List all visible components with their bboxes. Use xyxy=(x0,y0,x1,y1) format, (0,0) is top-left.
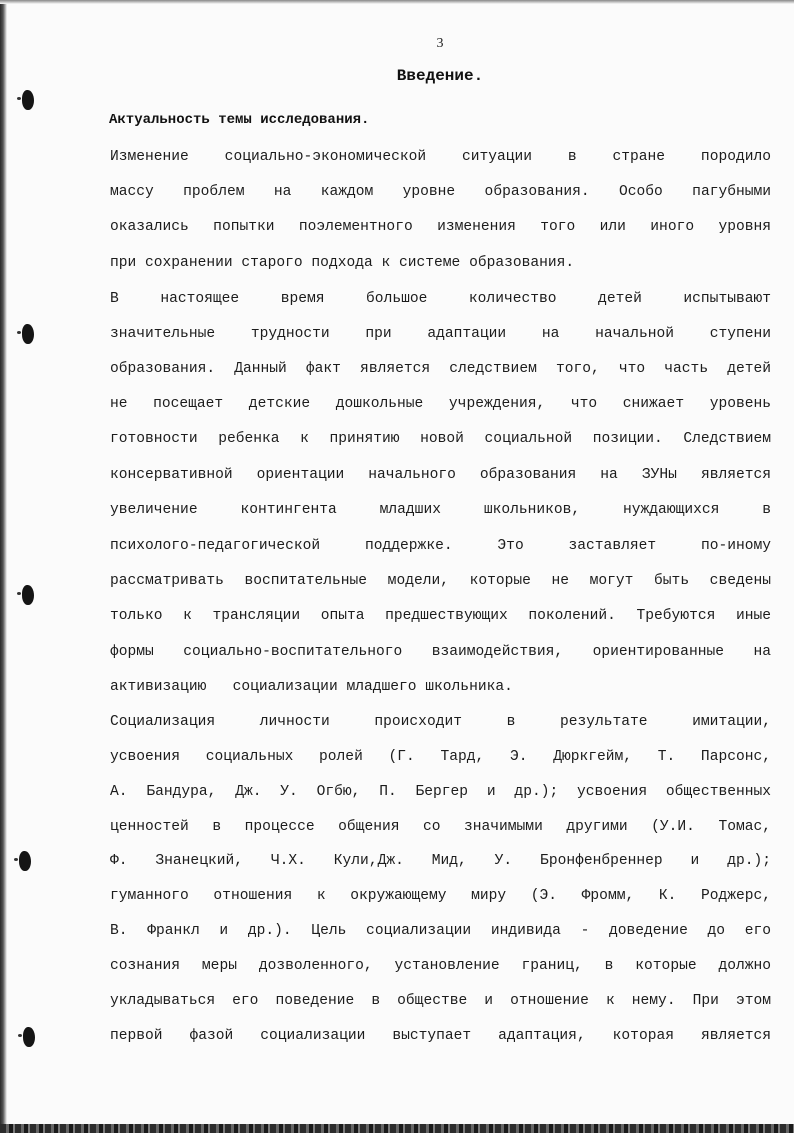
section-subheading: Актуальность темы исследования. xyxy=(109,112,370,128)
text-line: только к трансляции опыта предшествующих поколений. Требуются иные xyxy=(110,608,771,624)
text-line: укладываться его поведение в обществе и отношение к нему. При этом xyxy=(110,993,771,1009)
text-line: В настоящее время большое количество детей испытывают xyxy=(110,291,771,307)
text-line: сознания меры дозволенного, установление границ, в которые должно xyxy=(110,958,771,974)
binder-hole-mark xyxy=(23,1027,35,1047)
text-line: увеличение контингента младших школьников, нуждающихся в xyxy=(110,502,771,518)
scan-top-edge xyxy=(0,0,794,4)
binder-hole-mark xyxy=(22,585,34,605)
text-line: консервативной ориентации начального образования на ЗУНы является xyxy=(110,467,771,483)
text-line: гуманного отношения к окружающему миру (Э. Фромм, К. Роджерс, xyxy=(110,888,771,904)
text-line: первой фазой социализации выступает адаптация, которая является xyxy=(110,1028,771,1044)
text-line: А. Бандура, Дж. У. Огбю, П. Бергер и др.); усвоения общественных xyxy=(110,784,771,800)
text-line: не посещает детские дошкольные учреждения, что снижает уровень xyxy=(110,396,771,412)
text-line: Ф. Знанецкий, Ч.Х. Кули,Дж. Мид, У. Бронфенбреннер и др.); xyxy=(110,853,771,869)
text-line: готовности ребенка к принятию новой социальной позиции. Следствием xyxy=(110,431,771,447)
text-line: ценностей в процессе общения со значимыми другими (У.И. Томас, xyxy=(110,819,771,835)
text-line: значительные трудности при адаптации на начальной ступени xyxy=(110,326,771,342)
binder-hole-mark xyxy=(22,324,34,344)
text-line: В. Франкл и др.). Цель социализации индивида - доведение до его xyxy=(110,923,771,939)
page-number: 3 xyxy=(436,36,444,51)
text-line: Изменение социально-экономической ситуации в стране породило xyxy=(110,149,771,165)
text-line: оказались попытки поэлементного изменения того или иного уровня xyxy=(110,219,771,235)
text-line: образования. Данный факт является следствием того, что часть детей xyxy=(110,361,771,377)
text-line: Социализация личности происходит в результате имитации, xyxy=(110,714,771,730)
binder-hole-mark xyxy=(22,90,34,110)
scan-left-edge xyxy=(0,0,7,1133)
text-line: формы социально-воспитательного взаимодействия, ориентированные на xyxy=(110,644,771,660)
text-line: массу проблем на каждом уровне образования. Особо пагубными xyxy=(110,184,771,200)
text-line: усвоения социальных ролей (Г. Тард, Э. Дюркгейм, Т. Парсонс, xyxy=(110,749,771,765)
binder-hole-mark xyxy=(19,851,31,871)
text-line: при сохранении старого подхода к системе образования. xyxy=(110,255,575,271)
text-line: активизацию социализации младшего школьника. xyxy=(110,679,513,695)
text-line: рассматривать воспитательные модели, которые не могут быть сведены xyxy=(110,573,771,589)
text-line: психолого-педагогической поддержке. Это заставляет по-иному xyxy=(110,538,771,554)
scan-bottom-edge xyxy=(0,1124,794,1133)
page-title: Введение. xyxy=(396,67,484,85)
